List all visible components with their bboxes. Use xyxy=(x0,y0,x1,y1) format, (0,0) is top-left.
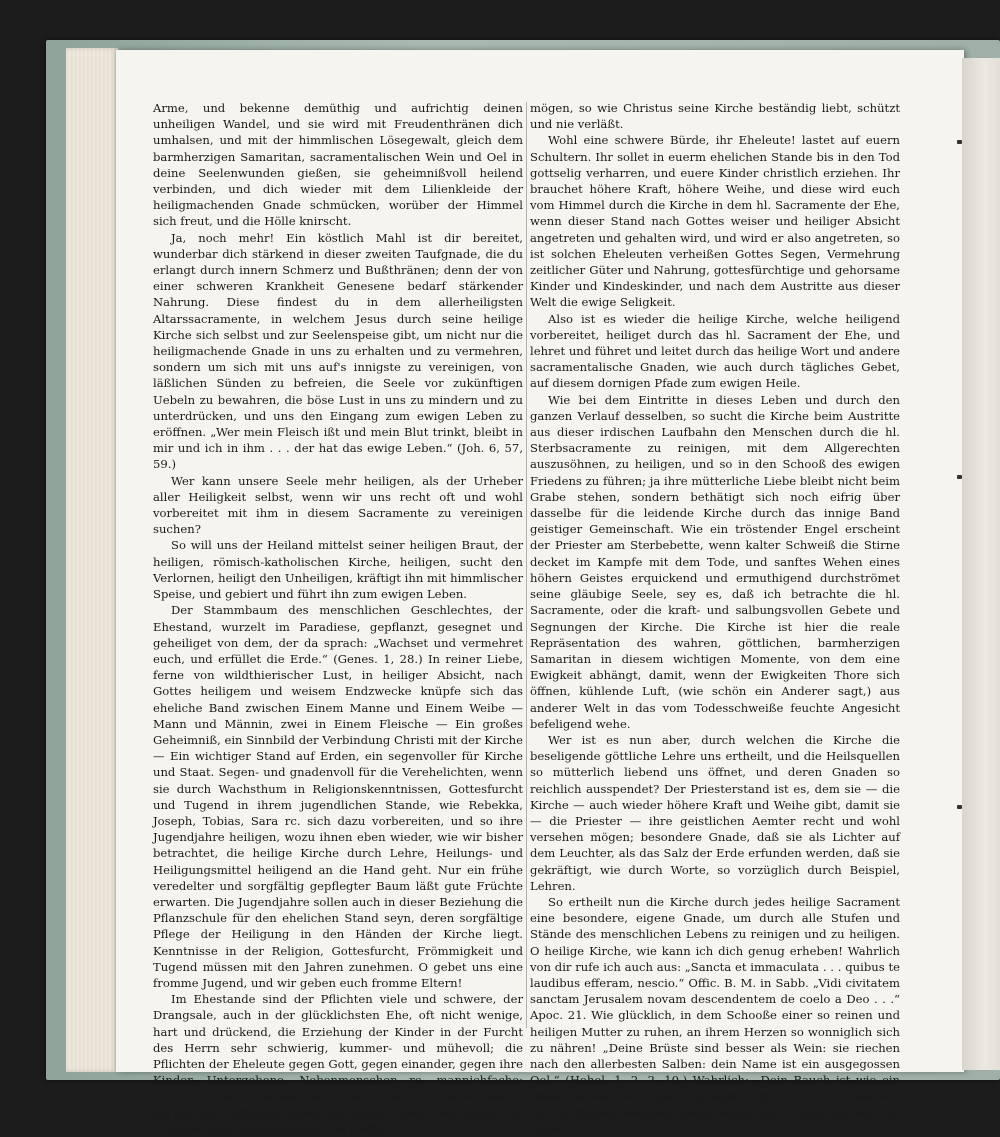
paragraph: Ja, noch mehr! Ein köstlich Mahl ist dir bereitet, wunderbar dich stärkend in dieser zweiten Taufgnade, die du erlangt durch innern Schmerz und Bußthränen; denn der von einer schweren Krankheit Genesene bedarf stärkender Nahrung. Diese findest du in dem allerheiligsten Altarssacramente, in welchem Jesus durch seine heilige Kirche sich selbst und zur Seelenspeise gibt, um nicht nur die heiligmachende Gnade in uns zu erhalten und zu vermehren, sondern um sich mit uns auf's innigste zu vereinigen, von läßlichen Sünden zu befreien, die Seele vor zukünftigen Uebeln zu bewahren, die böse Lust in uns zu mindern und zu unterdrücken, und uns den Eingang zum ewigen Leben zu eröffnen. „Wer mein Fleisch ißt und mein Blut trinkt, bleibt in mir und ich in ihm . . . der hat das ewige Leben.“ (Joh. 6, 57, 59.) xyxy=(153,230,523,472)
paragraph: Wie bei dem Eintritte in dieses Leben und durch den ganzen Verlauf desselben, so sucht die Kirche beim Austritte aus dieser irdischen Laufbahn den Menschen durch die hl. Sterbsacramente zu reinigen, mit dem Allgerechten auszusöhnen, zu heiligen, und so in den Schooß des ewigen Friedens zu führen; ja ihre mütterliche Liebe bleibt nicht beim Grabe stehen, sondern bethätigt sich noch eifrig über dasselbe für die leidende Kirche durch das innige Band geistiger Gemeinschaft. Wie ein tröstender Engel erscheint der Priester am Sterbebette, wenn kalter Schweiß die Stirne decket im Kampfe mit dem Tode, und sanftes Wehen eines höhern Geistes erquickend und ermuthigend durchströmet seine gläubige Seele, sey es, daß ich betrachte die hl. Sacramente, oder die kraft- und salbungsvollen Gebete und Segnungen der Kirche. Die Kirche ist hier die reale Repräsentation des wahren, göttlichen, barmherzigen Samaritan in diesem wichtigen Momente, von dem eine Ewigkeit abhängt, damit, wenn der Ewigkeiten Thore sich öffnen, kühlende Luft, (wie schön ein Anderer sagt,) aus anderer Welt in das vom Todesschweiße feuchte Angesicht befeligend wehe. xyxy=(530,392,900,731)
page-edges xyxy=(66,48,118,1072)
paragraph: Wer kann unsere Seele mehr heiligen, als der Urheber aller Heiligkeit selbst, wenn wir uns recht oft und wohl vorbereitet mit ihm in diesem Sacramente zu vereinigen suchen? xyxy=(153,473,523,537)
binding-mark xyxy=(957,140,962,144)
right-column xyxy=(530,100,900,1137)
paragraph: Im Ehestande sind der Pflichten viele und schwere, der Drangsale, auch in der glücklichsten Ehe, oft nicht wenige, hart und drückend, die Erziehung der Kinder in der Furcht des Herrn sehr schwierig, kummer- und mühevoll; die Pflichten der Eheleute gegen Gott, gegen einander, gegen ihre Kinder, Untergebene, Nebenmenschen rc. mannichfache; Eheleute sollen einander lieben, schützen, und nie verlassen, als getreue Gefährten durch das ganze Leben, was immer für Trübsale und Mühseligkeiten sie treffen xyxy=(153,992,523,1136)
paragraph: So will uns der Heiland mittelst seiner heiligen Braut, der heiligen, römisch-katholischen Kirche, heiligen, sucht den Verlornen, heiligt den Unheiligen, kräftigt ihn mit himmlischer Speise, und gebiert und führt ihn zum ewigen Leben. xyxy=(153,538,523,602)
paragraph: Arme, und bekenne demüthig und aufrichtig deinen unheiligen Wandel, und sie wird mit Freudenthränen dich umhalsen, und mit der himmlischen Lösegewalt, gleich dem barmherzigen Samaritan, sacramentalischen Wein und Oel in deine Seelenwunden gießen, sie geheimnißvoll heilend verbinden, und dich wieder mit dem Lilienkleide der heiligmachenden Gnade schmücken, worüber der Himmel sich freut, und die Hölle knirscht. xyxy=(153,101,523,229)
binding-mark xyxy=(957,475,962,479)
paragraph: mögen, so wie Christus seine Kirche beständig liebt, schützt und nie verläßt. xyxy=(530,101,900,132)
binding-mark xyxy=(957,805,962,809)
left-column xyxy=(153,100,523,1137)
paragraph: Also ist es wieder die heilige Kirche, welche heiligend vorbereitet, heiliget durch das hl. Sacrament der Ehe, und lehret und führet und leitet durch das heilige Wort und andere sacramentalische Gnaden, wie auch durch tägliches Gebet, auf diesem dornigen Pfade zum ewigen Heile. xyxy=(530,311,900,391)
next-page-edge xyxy=(962,58,1000,1070)
paragraph: Wer ist es nun aber, durch welchen die Kirche die beseligende göttliche Lehre uns ertheilt, und die Heilsquellen so mütterlich liebend uns öffnet, und deren Gnaden so reichlich ausspendet? Der Priesterstand ist es, dem sie — die Kirche — auch wieder höhere Kraft und Weihe gibt, damit sie — die Priester — ihre geistlichen Aemter recht und wohl versehen mögen; besondere Gnade, daß sie als Lichter auf dem Leuchter, als das Salz der Erde erfunden werden, daß sie gekräftigt, wie durch Worte, so vorzüglich durch Beispiel, Lehren. xyxy=(530,732,900,893)
column-divider xyxy=(526,102,527,1028)
paragraph: So ertheilt nun die Kirche durch jedes heilige Sacrament eine besondere, eigene Gnade, um durch alle Stufen und Stände des menschlichen Lebens zu reinigen und zu heiligen. O heilige Kirche, wie kann ich dich genug erheben! Wahrlich von dir rufe ich auch aus: „Sancta et immaculata . . . quibus te laudibus efferam, nescio.“ Offic. B. M. in Sabb. „Vidi civitatem sanctam Jerusalem novam descendentem de coelo a Deo . . .“ Apoc. 21. Wie glücklich, in dem Schooße einer so reinen und heiligen Mutter zu ruhen, an ihrem Herzen so wonniglich sich zu nähren! „Deine Brüste sind besser als Wein: sie riechen nach den allerbesten Salben: dein Name ist ein ausgegossen Oel.“ (Hohel. 1, 2. 2, 10.) Wahrlich: „Dein Bauch ist wie ein Waizenhaufen, von Lilien umlagert.“ (Hohel. 7, 2.) Was von der göttlichen Weisheit geschrieben steht, höre ich von dir sagen xyxy=(530,894,900,1136)
paragraph: Wohl eine schwere Bürde, ihr Eheleute! lastet auf euern Schultern. Ihr sollet in euerm ehelichen Stande bis in den Tod gottselig verharren, und euere Kinder christlich erziehen. Ihr brauchet höhere Kraft, höhere Weihe, und diese wird euch vom Himmel durch die Kirche in dem hl. Sacramente der Ehe, wenn dieser Stand nach Gottes weiser und heiliger Absicht angetreten und gehalten wird, und wird er also angetreten, so ist solchen Eheleuten verheißen Gottes Segen, Vermehrung zeitlicher Güter und Nahrung, gottesfürchtige und gehorsame Kinder und Kindeskinder, und nach dem Austritte aus dieser Welt die ewige Seligkeit. xyxy=(530,133,900,310)
paragraph: Der Stammbaum des menschlichen Geschlechtes, der Ehestand, wurzelt im Paradiese, gepflanzt, gesegnet und geheiliget von dem, der da sprach: „Wachset und vermehret euch, und erfüllet die Erde.“ (Genes. 1, 28.) In reiner Liebe, ferne von wildthierischer Lust, in heiliger Absicht, nach Gottes heiligem und weisem Endzwecke knüpfe sich das eheliche Band zwischen Einem Manne und Einem Weibe — Mann und Männin, zwei in Einem Fleische — Ein großes Geheimniß, ein Sinnbild der Verbindung Christi mit der Kirche — Ein wichtiger Stand auf Erden, ein segenvoller für Kirche und Staat. Segen- und gnadenvoll für die Verehelichten, wenn sie durch Wachsthum in Religionskenntnissen, Gottesfurcht und Tugend in ihrem jugendlichen Stande, wie Rebekka, Joseph, Tobias, Sara rc. sich dazu vorbereiten, und so ihre Jugendjahre heiligen, wozu ihnen eben wieder, wie wir bisher betrachtet, die heilige Kirche durch Lehre, Heilungs- und Heiligungsmittel heiligend an die Hand geht. Nur ein frühe veredelter und sorgfältig gepflegter Baum läßt gute Früchte erwarten. Die Jugendjahre sollen auch in dieser Beziehung die Pflanzschule für den ehelichen Stand seyn, deren sorgfältige Pflege der Heiligung in den Händen der Kirche liegt. Kenntnisse in der Religion, Gottesfurcht, Frömmigkeit und Tugend müssen mit den Jahren zunehmen. O gebet uns eine fromme Jugend, und wir geben euch fromme Eltern! xyxy=(153,603,523,990)
